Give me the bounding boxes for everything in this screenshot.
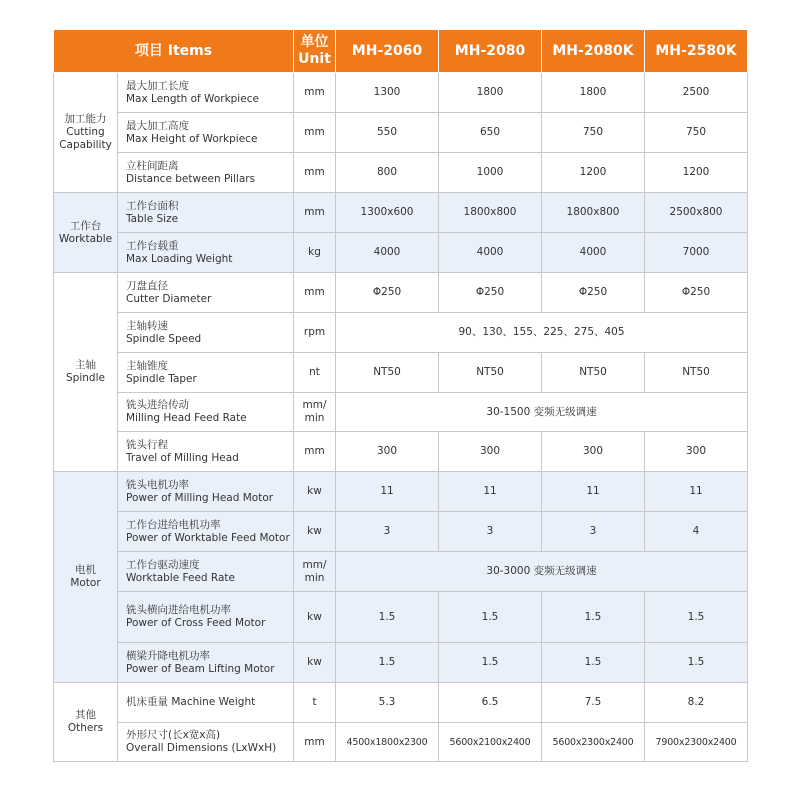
item-label: 机床重量 Machine Weight [126,696,256,708]
value-cell: 1800 [542,73,645,113]
item-cn: 立柱间距离 [126,159,179,172]
category-cell [54,73,118,193]
item-cn: 最大加工长度 [126,79,189,92]
value-cell: 3 [542,512,645,552]
item-en: Overall Dimensions (LxWxH) [126,742,277,754]
item-cell [118,153,294,193]
value-cell: 1.5 [542,643,645,683]
item-en: Power of Cross Feed Motor [126,617,266,629]
value-cell: Φ250 [336,273,439,313]
item-cell [118,512,294,552]
item-cn: 工作台进给电机功率 [126,518,221,531]
value-cell: 4000 [542,233,645,273]
value-cell: 4000 [336,233,439,273]
category-cn: 加工能力 [64,113,107,125]
value-cell: 11 [645,472,748,512]
value-cell: NT50 [542,353,645,393]
item-cell [118,233,294,273]
category-cn: 其他 [75,709,96,721]
item-cn: 铣头电机功率 [126,478,189,491]
item-cell [118,273,294,313]
item-cell [118,552,294,592]
value-cell: 1.5 [439,592,542,643]
table-row [54,432,748,472]
header-model-1: MH-2060 [336,30,439,73]
unit-cell: nt [294,353,336,393]
merged-value-cell: 30-1500 变频无级调速 [336,393,748,432]
value-cell: Φ250 [439,273,542,313]
item-en: Power of Milling Head Motor [126,491,274,504]
unit-cell: mm/ min [294,552,336,592]
value-cell: 4 [645,512,748,552]
category-cell [54,193,118,273]
item-cell [118,313,294,353]
value-cell: 4500x1800x2300 [336,723,439,762]
table-row [54,472,748,512]
item-cn: 铣头行程 [126,438,168,451]
unit-cell: kg [294,233,336,273]
value-cell: 7900x2300x2400 [645,723,748,762]
value-cell: NT50 [439,353,542,393]
unit-cell: mm [294,153,336,193]
table-row [54,233,748,273]
item-en: Travel of Milling Head [126,451,239,464]
table-row [54,552,748,592]
category-en: Cutting [66,126,105,138]
group-spindle [54,273,748,472]
table-row [54,273,748,313]
table-row [54,393,748,432]
item-cn: 最大加工高度 [126,119,189,132]
merged-value-cell: 90、130、155、225、275、405 [336,313,748,353]
category-en: Worktable [58,232,113,245]
table-row [54,353,748,393]
value-cell: 1.5 [439,643,542,683]
item-cell [118,472,294,512]
unit-cell: mm [294,193,336,233]
item-cell [118,643,294,683]
category-cn: 工作台 [69,219,102,232]
group-cutting-capability [54,73,748,193]
value-cell: 4000 [439,233,542,273]
value-cell: 5600x2300x2400 [542,723,645,762]
value-cell: 2500x800 [645,193,748,233]
category-cell [54,472,118,683]
table-row [54,643,748,683]
unit-cell: kw [294,643,336,683]
value-cell: NT50 [645,353,748,393]
header-unit-en: Unit [298,51,331,67]
item-en: Table Size [126,212,179,225]
item-en: Max Height of Workpiece [126,132,258,145]
value-cell: 1800 [439,73,542,113]
table-row [54,723,748,762]
value-cell: 650 [439,113,542,153]
table-row [54,512,748,552]
category-cn: 电机 [75,564,96,576]
unit-cell: mm [294,723,336,762]
item-en: Distance between Pillars [126,172,256,185]
value-cell: 1200 [542,153,645,193]
table-row [54,313,748,353]
value-cell: 3 [336,512,439,552]
category-cell [54,273,118,472]
item-cell [118,393,294,432]
group-others [54,683,748,762]
item-en: Max Length of Workpiece [126,92,259,105]
item-cn: 铣头横向进给电机功率 [126,604,231,616]
value-cell: 1300x600 [336,193,439,233]
value-cell: 550 [336,113,439,153]
value-cell: 300 [542,432,645,472]
group-worktable [54,193,748,273]
item-en: Milling Head Feed Rate [126,412,247,424]
value-cell: 11 [542,472,645,512]
item-cn: 刀盘直径 [126,279,168,292]
header-unit-cn: 单位 [300,34,329,50]
value-cell: 8.2 [645,683,748,723]
item-cn: 工作台面积 [126,199,179,212]
value-cell: 1000 [439,153,542,193]
item-cn: 工作台驱动速度 [126,558,200,571]
table-row [54,193,748,233]
table-row [54,683,748,723]
spec-table [53,29,748,762]
unit-cell: mm/ min [294,393,336,432]
group-motor [54,472,748,683]
value-cell: 300 [439,432,542,472]
item-cell [118,683,294,723]
value-cell: 2500 [645,73,748,113]
item-cell [118,723,294,762]
unit-cell: mm [294,432,336,472]
category-en: Motor [70,577,101,589]
item-en: Spindle Speed [126,332,202,345]
value-cell: 300 [645,432,748,472]
item-cell [118,592,294,643]
table-row [54,113,748,153]
item-cell [118,432,294,472]
value-cell: 1.5 [336,643,439,683]
item-en: Spindle Taper [126,372,197,385]
value-cell: 11 [439,472,542,512]
item-cn: 横梁升降电机功率 [126,649,210,662]
unit-cell: kw [294,512,336,552]
value-cell: 1.5 [542,592,645,643]
unit-cell: kw [294,592,336,643]
merged-value-cell: 30-3000 变频无级调速 [336,552,748,592]
header-model-4: MH-2580K [645,30,748,73]
header-model-2: MH-2080 [439,30,542,73]
item-en: Cutter Diameter [126,292,212,305]
unit-cell: t [294,683,336,723]
value-cell: 11 [336,472,439,512]
value-cell: 7.5 [542,683,645,723]
item-cell [118,113,294,153]
value-cell: 7000 [645,233,748,273]
item-cn: 铣头进给传动 [126,399,189,411]
value-cell: 1.5 [645,592,748,643]
value-cell: 750 [645,113,748,153]
value-cell: NT50 [336,353,439,393]
category-en: Capability [59,139,112,151]
unit-cell: mm [294,73,336,113]
item-cell [118,73,294,113]
unit-cell: mm [294,273,336,313]
unit-cell: kw [294,472,336,512]
item-cn: 工作台载重 [126,239,179,252]
value-cell: 6.5 [439,683,542,723]
value-cell: 1200 [645,153,748,193]
unit-cell: rpm [294,313,336,353]
value-cell: 1.5 [336,592,439,643]
header-row [54,30,748,73]
item-cell [118,353,294,393]
value-cell: 800 [336,153,439,193]
category-cn: 主轴 [75,359,96,371]
table-row [54,153,748,193]
table-row [54,592,748,643]
category-en: Spindle [66,372,105,384]
header-items: 项目 Items [54,30,294,73]
value-cell: 5.3 [336,683,439,723]
item-en: Max Loading Weight [126,252,233,265]
item-cn: 外形尺寸(长x宽x高) [126,729,221,741]
item-en: Worktable Feed Rate [126,571,235,584]
header-model-3: MH-2080K [542,30,645,73]
table-row [54,73,748,113]
value-cell: 300 [336,432,439,472]
item-cn: 主轴转速 [126,319,168,332]
value-cell: 5600x2100x2400 [439,723,542,762]
header-unit [294,30,336,73]
item-cn: 主轴锥度 [126,359,168,372]
value-cell: 750 [542,113,645,153]
category-cell [54,683,118,762]
value-cell: 3 [439,512,542,552]
item-en: Power of Beam Lifting Motor [126,662,275,675]
value-cell: Φ250 [645,273,748,313]
unit-cell: mm [294,113,336,153]
item-cell [118,193,294,233]
value-cell: 1800x800 [439,193,542,233]
category-en: Others [67,722,104,734]
value-cell: 1.5 [645,643,748,683]
value-cell: Φ250 [542,273,645,313]
value-cell: 1800x800 [542,193,645,233]
value-cell: 1300 [336,73,439,113]
item-en: Power of Worktable Feed Motor [126,531,290,544]
